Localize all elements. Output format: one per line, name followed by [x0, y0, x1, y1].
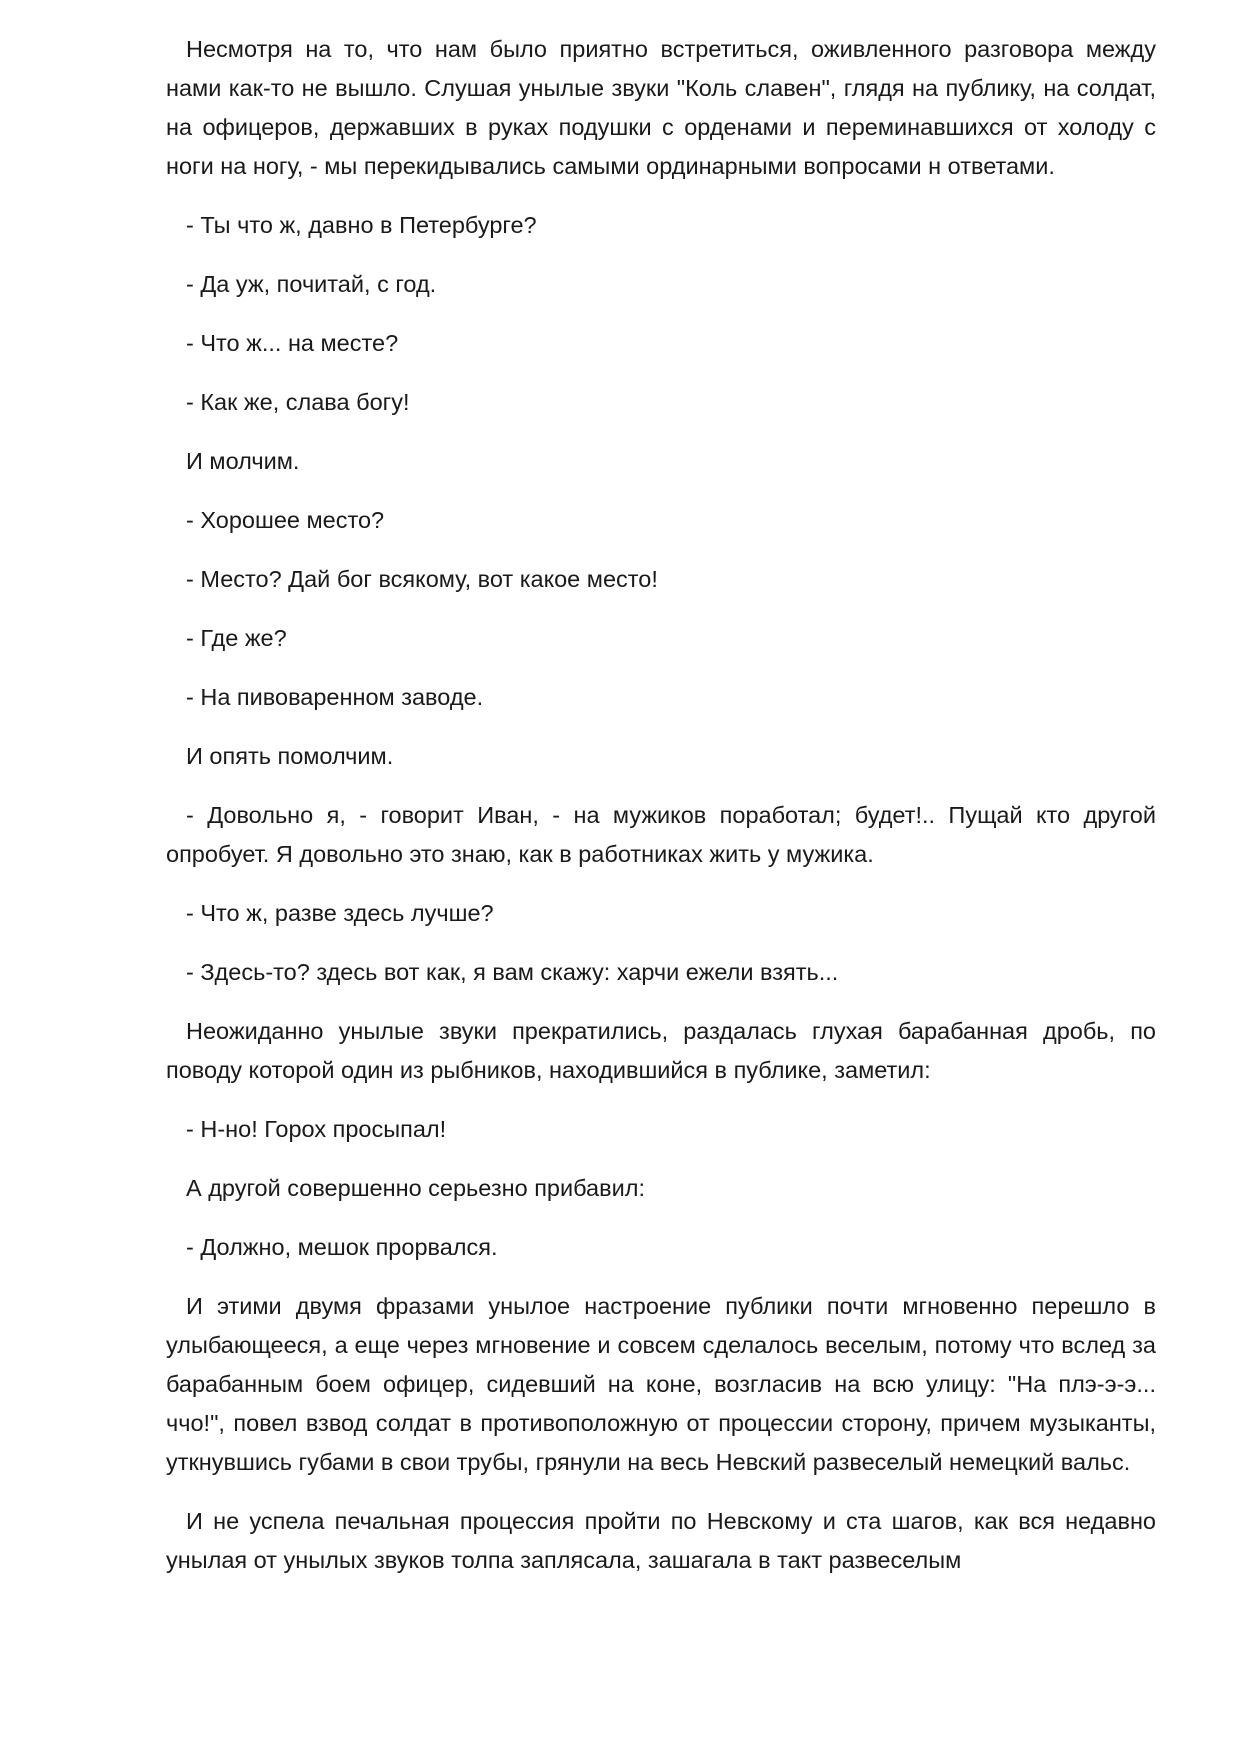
- dialogue-line: - Где же?: [186, 625, 287, 651]
- paragraph: И этими двумя фразами унылое настроение публики почти мгновенно перешло в улыбающееся, а еще через мгновение и совсем сделалось веселым, потому что вслед за барабанным боем офицер, сидевший на коне, возгласив на всю улицу: "На плэ-э-э... ччо!", повел взвод солдат в противоположную от процессии сторону, причем музыканты, уткнувшись губами в свои трубы, грянули на весь Невский развеселый немецкий вальс.: [166, 1293, 1156, 1475]
- paragraph: И не успела печальная процессия пройти по Невскому и ста шагов, как вся недавно унылая от унылых звуков толпа заплясала, зашагала в такт развеселым: [166, 1508, 1156, 1573]
- dialogue-line: - Должно, мешок прорвался.: [186, 1234, 498, 1260]
- narration-line: И опять помолчим.: [186, 743, 394, 769]
- dialogue-line: - Место? Дай бог всякому, вот какое место!: [186, 566, 658, 592]
- dialogue-line: - Хорошее место?: [186, 507, 385, 533]
- paragraph: - Довольно я, - говорит Иван, - на мужиков поработал; будет!.. Пущай кто другой опробует. Я довольно это знаю, как в работниках жить у мужика.: [166, 802, 1156, 867]
- paragraph: Несмотря на то, что нам было приятно встретиться, оживленного разговора между нами как-то не вышло. Слушая унылые звуки "Коль славен", глядя на публику, на солдат, на офицеров, державших в руках подушки с орденами и переминавшихся от холоду с ноги на ногу, - мы перекидывались самыми ординарными вопросами н ответами.: [166, 36, 1156, 179]
- dialogue-line: - Здесь-то? здесь вот как, я вам скажу: харчи ежели взять...: [186, 959, 839, 985]
- paragraph: Неожиданно унылые звуки прекратились, раздалась глухая барабанная дробь, по поводу которой один из рыбников, находившийся в публике, заметил:: [166, 1018, 1156, 1083]
- narration-line: А другой совершенно серьезно прибавил:: [186, 1175, 645, 1201]
- narration-line: И молчим.: [186, 448, 300, 474]
- dialogue-line: - Как же, слава богу!: [186, 389, 410, 415]
- dialogue-line: - На пивоваренном заводе.: [186, 684, 484, 710]
- dialogue-line: - Что ж... на месте?: [186, 330, 399, 356]
- dialogue-line: - Что ж, разве здесь лучше?: [186, 900, 494, 926]
- dialogue-line: - Да уж, почитай, с год.: [186, 271, 437, 297]
- dialogue-line: - Ты что ж, давно в Петербурге?: [186, 212, 537, 238]
- document-page: [166, 30, 1156, 1600]
- dialogue-line: - Н-но! Горох просыпал!: [186, 1116, 447, 1142]
